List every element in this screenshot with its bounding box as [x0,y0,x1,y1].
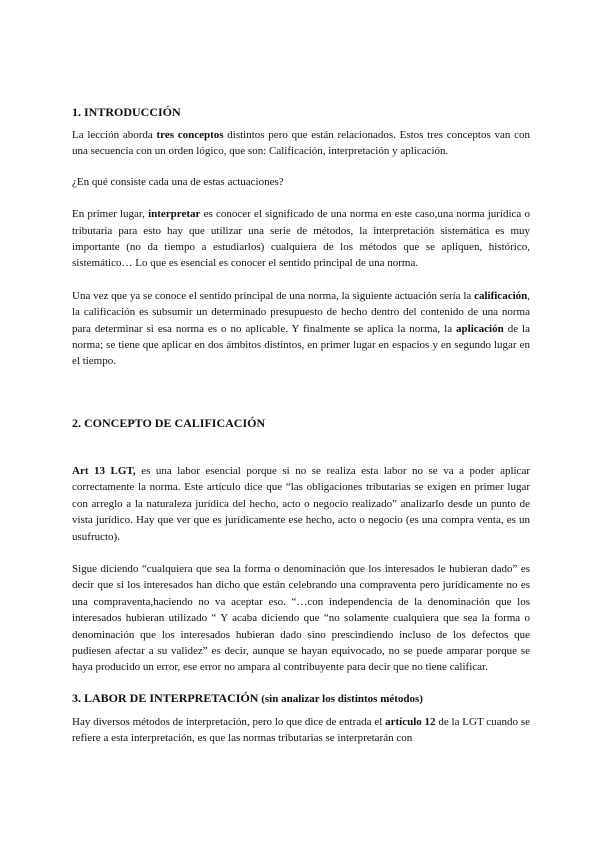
bold-text: Art 13 LGT, [72,464,136,477]
section-2-heading: 2. CONCEPTO DE CALIFICACIÓN [72,415,266,430]
bold-text: artículo 12 [385,715,436,728]
section-3-heading-sub: (sin analizar los distintos métodos) [258,692,423,705]
section-3-heading-main: 3. LABOR DE INTERPRETACIÓN [72,690,259,705]
text-run: La lección aborda [72,129,157,141]
section-2-paragraph-2 [72,561,530,676]
section-1-heading: 1. INTRODUCCIÓN [72,105,181,119]
text-run: Hay diversos métodos de interpretación, pero lo que dice de entrada el [72,715,386,728]
text-run: En primer lugar, [72,208,149,221]
section-1-paragraph-1 [72,127,530,160]
section-3-heading [72,690,530,707]
text-run: Una vez que ya se conoce el sentido principal de una norma, la siguiente actuación sería la [72,289,475,302]
section-3-paragraph-1 [72,714,530,747]
text-run: Sigue diciendo “cualquiera que sea la forma o denominación que los interesados le hubieran dado” es decir que si los interesados han dicho que están celebrando una compraventa pero jurídicamente no es una compraventa,haciendo no va aceptar eso. “…con independencia de la denominación que los interesados hubieran utilizado “ Y acaba diciendo que “no solamente cualquiera que sea la forma o denominación que los interesados hubieran dado sino prescindiendo incluso de los defectos que pudiesen afectar a su validez” es decir, aunque se hayan equivocado, no se puede amparar porque se haya producido un error, ese error no ampara al contribuyente para decir que no tiene calificar. [72,562,530,674]
section-2-paragraph-1 [72,463,530,545]
text-run: de la LGT cuando se refiere a esta interpretación, es que las normas tributarias se interpretarán con [72,715,531,745]
text-run: es una labor esencial porque si no se realiza esta labor no se va a poder aplicar correctamente la norma. Este artículo dice que “las obligaciones tributarias se exigen en primer lugar con arreglo a la naturaleza jurídica del hecho, acto o negocio realizado” analizarlo desde un punto de vista jurídico. Hay que ver que es jurídicamente ese hecho, acto o negocio (es una compra venta, es un usufructo). [72,464,530,543]
text-run: es conocer el significado de una norma en este caso,una norma jurídica o tributaria para esto hay que utilizar una serie de métodos, la interpretación sistemática es muy importante (no da tiempo a estudiarlos) cualquiera de los métodos que se apliquen, histórico, sistemático… Lo que es esencial es conocer el sentido principal de una norma. [72,208,531,270]
bold-text: calificación [474,289,528,302]
bold-text: aplicación [456,322,504,335]
text-run: , la calificación es subsumir un determinado presupuesto de hecho dentro del contenido de una norma para determinar si esa norma es o no aplicable. Y finalmente se aplica la norma, la [72,289,530,335]
bold-text: interpretar [148,208,201,221]
bold-text: tres conceptos [156,129,224,141]
text-run: de la norma; se tiene que aplicar en dos ámbitos distintos, en primer lugar en espacios y en segundo lugar en el tiempo. [72,322,530,368]
text-run: ¿En qué consiste cada una de estas actuaciones? [72,175,284,188]
text-run: distintos pero que están relacionados. Estos tres conceptos van con una secuencia con un orden lógico, que son: Calificación, interpretación y aplicación. [72,129,530,158]
document-page [72,104,530,747]
section-1-paragraph-3 [72,206,530,272]
section-1-paragraph-4 [72,288,530,370]
section-1-paragraph-2 [72,174,530,190]
